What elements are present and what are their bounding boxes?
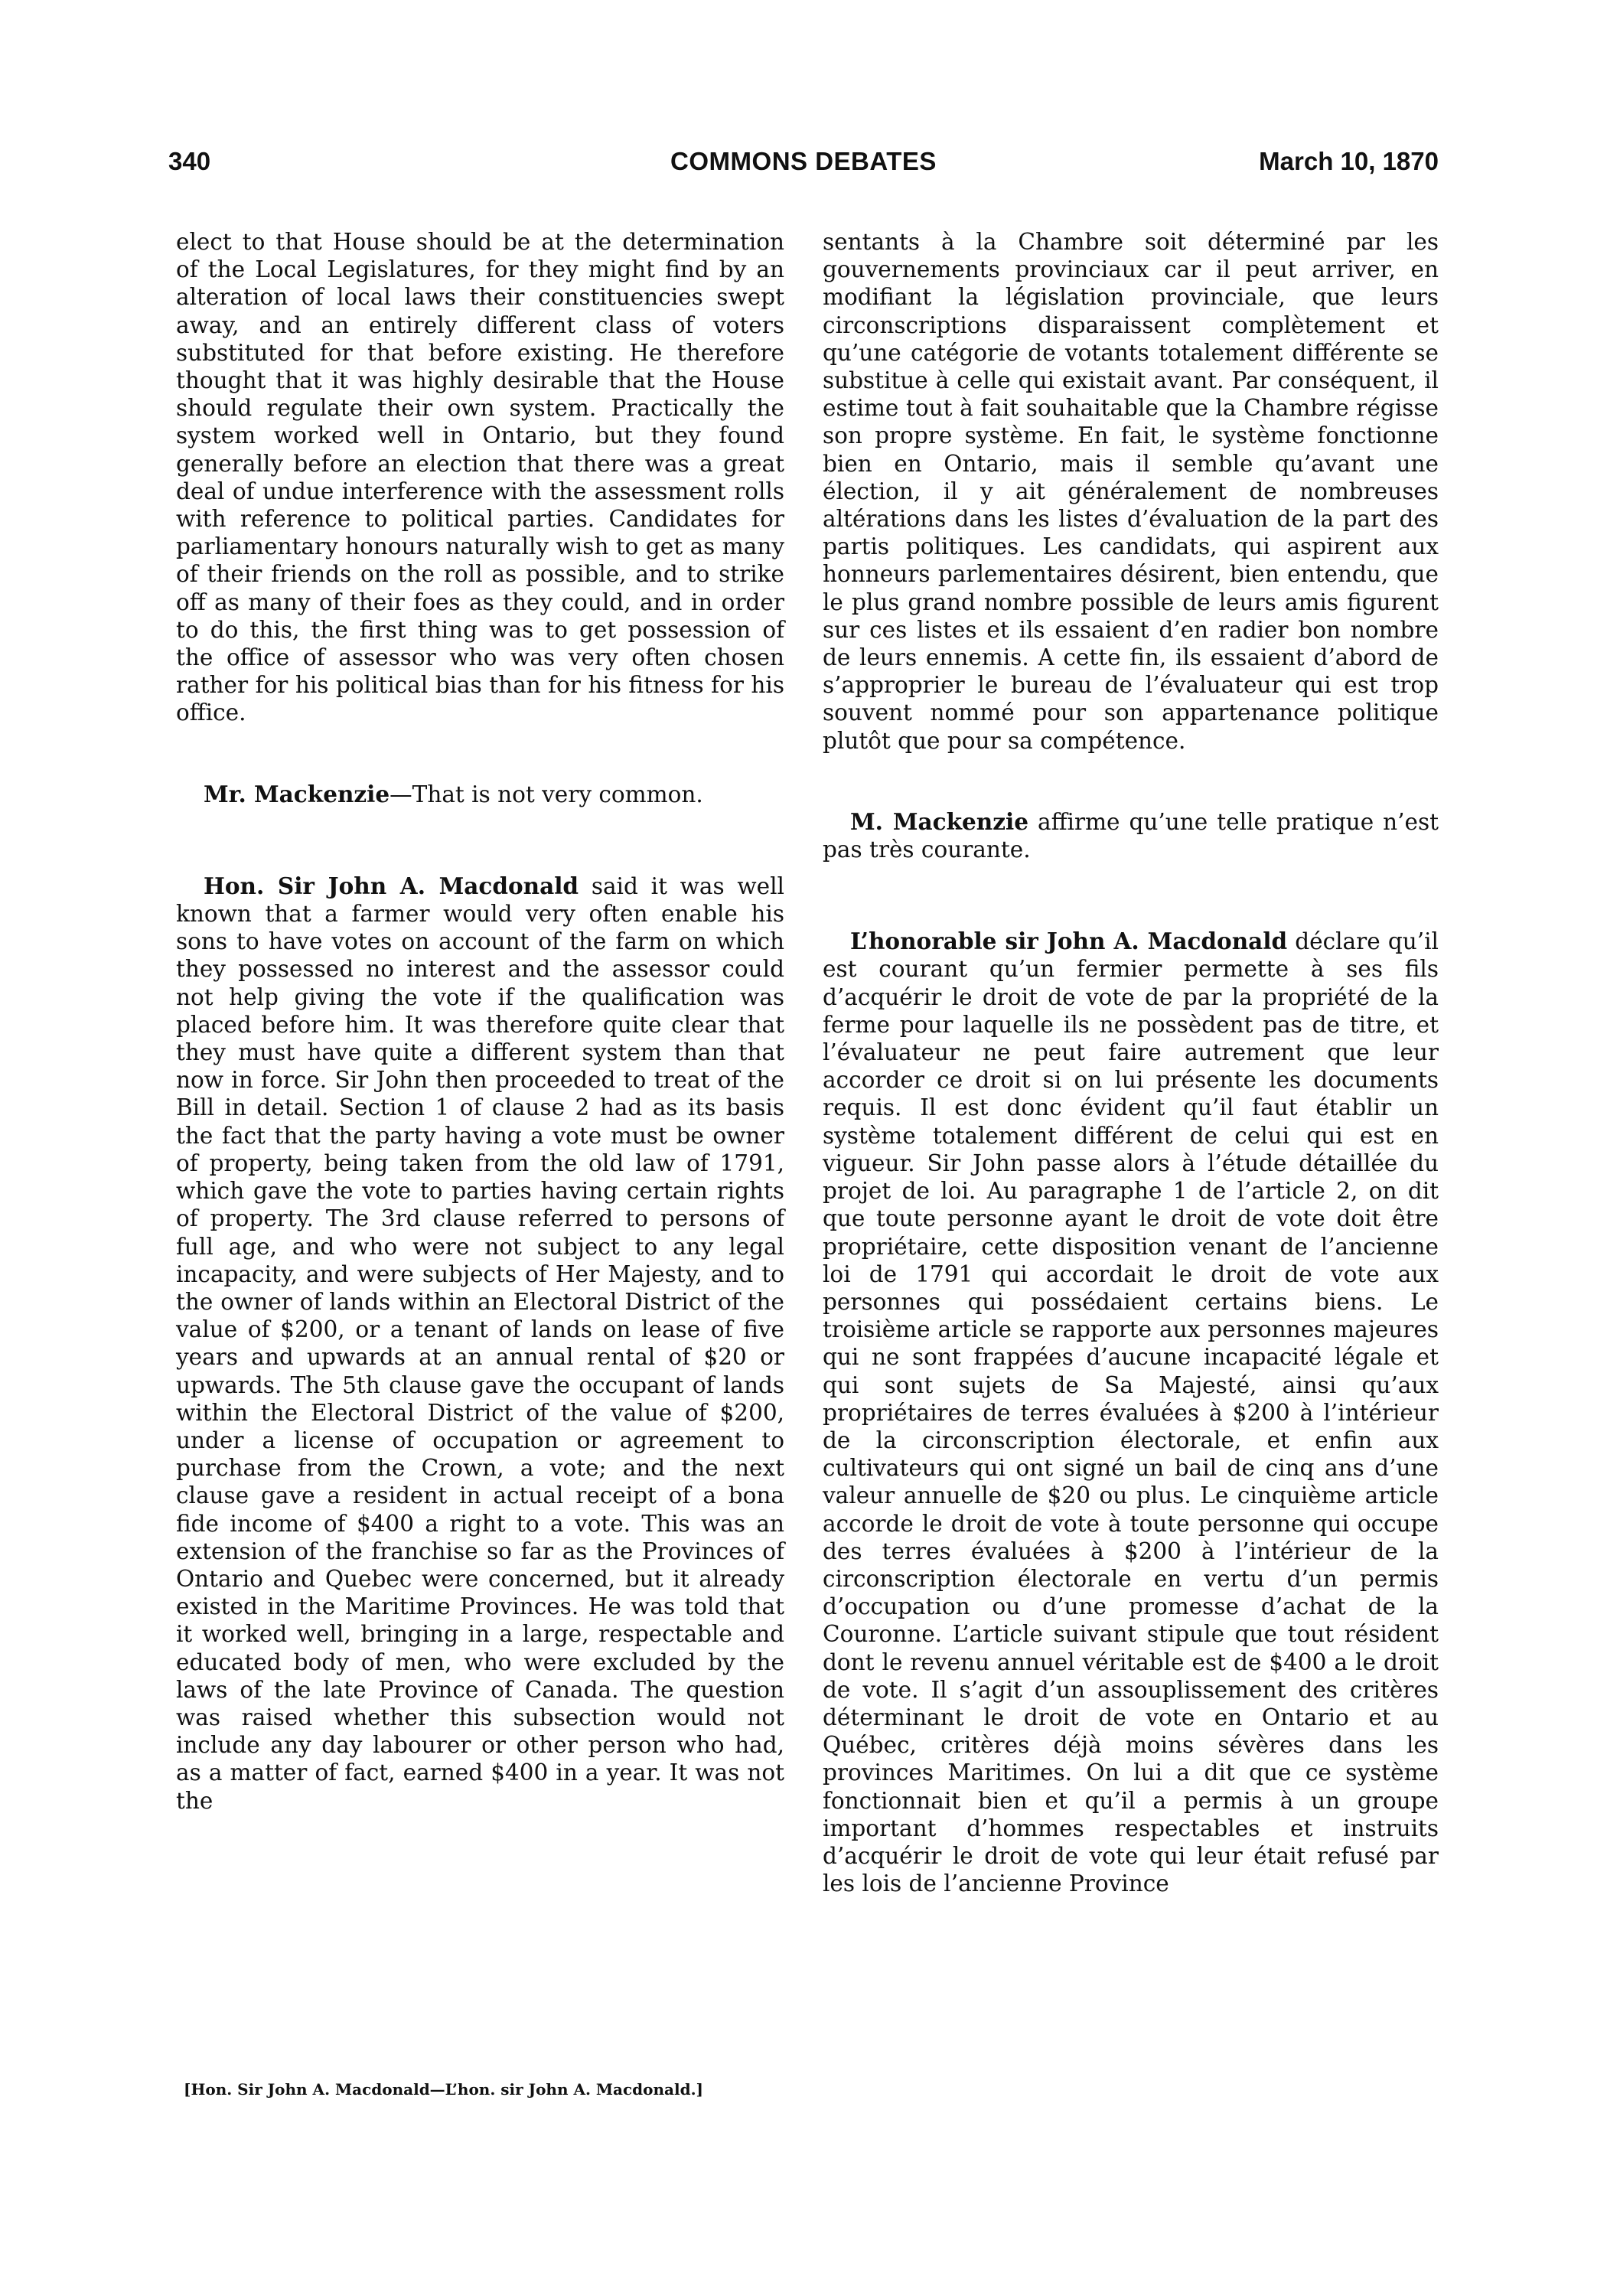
english-paragraph-continued: elect to that House should be at the determination of the Local Legislatures, for they might find by an alteration of local laws their constituencies swept away, and an entirely different class of voters substituted for that before existing. He therefore thought that it was highly desirable that the House should regulate their own system. Practically the system worked well in Ontario, but they found generally before an election that there was a great deal of undue interference with the assessment rolls with reference to political parties. Candidates for parliamentary honours naturally wish to get as many of their friends on the roll as possible, and to strike off as many of their foes as they could, and in order to do this, the first thing was to get possession of the office of assessor who was very often chosen rather for his political bias than for his fitness for his office. — [176, 229, 784, 726]
english-column — [176, 228, 784, 1815]
speech-text: said it was well known that a farmer would very often enable his sons to have votes on account of the farm on which they possessed no interest and the assessor could not help giving the vote if the qualification was placed before him. It was therefore quite clear that they must have quite a different system than that now in force. Sir John then proceeded to treat of the Bill in detail. Section 1 of clause 2 had as its basis the fact that the party having a vote must be owner of property, being taken from the old law of 1791, which gave the vote to parties having certain rights of property. The 3rd clause referred to persons of full age, and who were not subject to any legal incapacity, and were subjects of Her Majesty, and to the owner of lands within an Electoral District of the value of $200, or a tenant of lands on lease of five years and upwards at an annual rental of $20 or upwards. The 5th clause gave the occupant of lands within the Electoral District of the value of $200, under a license of occupation or agreement to purchase from the Crown, a vote; and the next clause gave a resident in actual receipt of a bona fide income of $400 a right to a vote. This was an extension of the franchise so far as the Provinces of Ontario and Quebec were concerned, but it already existed in the Maritime Provinces. He was told that it worked well, bringing in a large, respectable and educated body of men, who were excluded by the laws of the late Province of Canada. The question was raised whether this subsection would not include any day labourer or other person who had, as a matter of fact, earned $400 in a year. It was not the — [176, 872, 784, 1814]
speech-text: affirme qu’une telle pratique n’est pas très courante. — [823, 808, 1439, 863]
speaker-footnote: [Hon. Sir John A. Macdonald—L’hon. sir John A. Macdonald.] — [184, 2080, 704, 2099]
speaker-name: M. Mackenzie — [850, 807, 1028, 835]
french-macdonald-speech — [823, 928, 1439, 1897]
publication-title: COMMONS DEBATES — [670, 147, 937, 175]
french-paragraph-continued: sentants à la Chambre soit déterminé par les gouvernements provinciaux car il peut arriver, en modifiant la législation provinciale, que leurs circonscriptions disparaissent complètement et qu’une catégorie de votants totalement différente se substitue à celle qui existait avant. Par conséquent, il estime tout à fait souhaitable que la Chambre régisse son propre système. En fait, le système fonctionne bien en Ontario, mais il semble qu’avant une élection, il y ait généralement de nombreuses altérations dans les listes d’évaluation de la part des partis politiques. Les candidats, qui aspirent aux honneurs parlementaires désirent, bien entendu, que le plus grand nombre possible de leurs amis figurent sur ces listes et ils essaient d’en radier bon nombre de leurs ennemis. A cette fin, ils essaient d’abord de s’approprier le bureau de l’évaluateur qui est trop souvent nommé pour son appartenance politique plutôt que pour sa compétence. — [823, 229, 1439, 754]
french-column — [823, 228, 1439, 1897]
speaker-name: Mr. Mackenzie — [204, 780, 390, 807]
english-mackenzie-remark — [176, 781, 784, 808]
english-macdonald-speech — [176, 872, 784, 1815]
page-date: March 10, 1870 — [1259, 147, 1439, 175]
speech-text: déclare qu’il est courant qu’un fermier permette à ses fils d’acquérir le droit de vote de par la propriété de la ferme pour laquelle ils ne possèdent pas de titre, et l’évaluateur ne peut faire autrement que leur accorder ce droit si on lui présente les documents requis. Il est donc évident qu’il faut établir un système totalement différent de celui qui est en vigueur. Sir John passe alors à l’étude détaillée du projet de loi. Au paragraphe 1 de l’article 2, on dit que toute personne ayant le droit de vote doit être propriétaire, cette disposition venant de l’ancienne loi de 1791 qui accordait le droit de vote aux personnes qui possédaient certains biens. Le troisième article se rapporte aux personnes majeures qui ne sont frappées d’aucune incapacité légale et qui sont sujets de Sa Majesté, ainsi qu’aux propriétaires de terres évaluées à $200 à l’intérieur de la circonscription électorale, et enfin aux cultivateurs qui ont signé un bail de cinq ans d’une valeur annuelle de $20 ou plus. Le cinquième article accorde le droit de vote à toute personne qui occupe des terres évaluées à $200 à l’intérieur de la circonscription électorale en vertu d’un permis d’occupation ou d’une promesse d’achat de la Couronne. L’article suivant stipule que tout résident dont le revenu annuel véritable est de $400 a le droit de vote. Il s’agit d’un assouplissement des critères déterminant le droit de vote en Ontario et au Québec, critères déjà moins sévères dans les provinces Maritimes. On lui a dit que ce système fonctionnait bien et qu’il a permis à un groupe important d’hommes respectables et instruits d’acquérir le droit de vote qui leur était refusé par les lois de l’ancienne Province — [823, 928, 1439, 1897]
page-number: 340 — [168, 147, 211, 175]
page-header — [168, 147, 1439, 185]
speaker-name: Hon. Sir John A. Macdonald — [204, 872, 579, 899]
speaker-name: L’honorable sir John A. Macdonald — [850, 928, 1288, 955]
speech-text: —That is not very common. — [390, 781, 703, 807]
french-mackenzie-remark — [823, 808, 1439, 863]
